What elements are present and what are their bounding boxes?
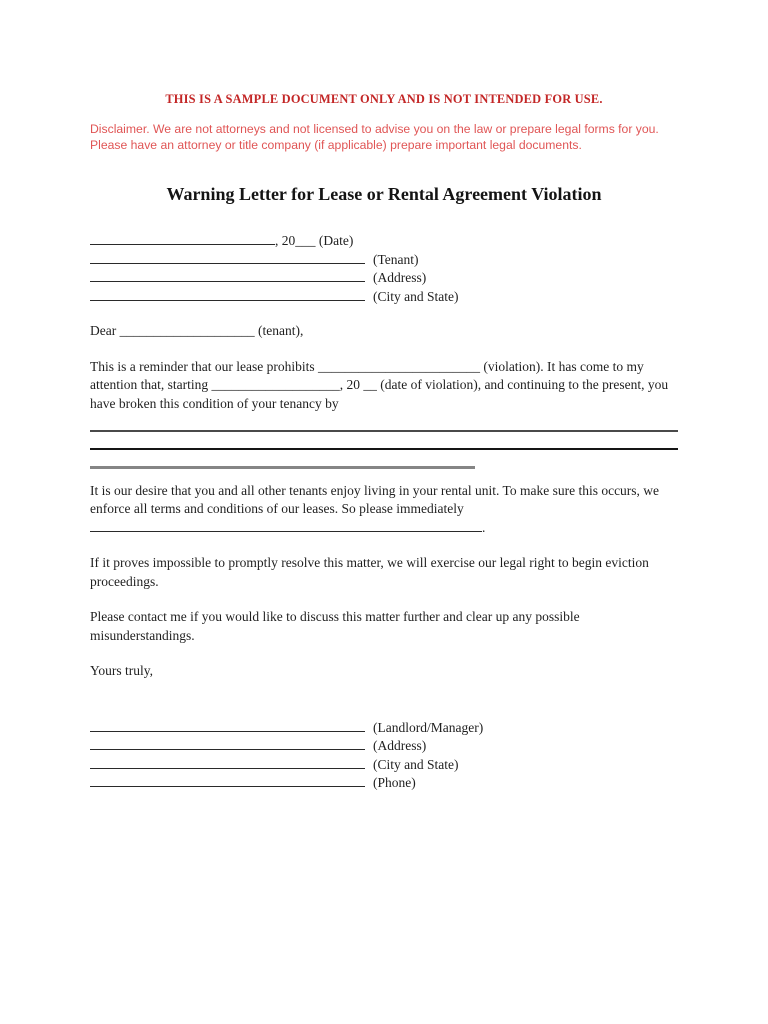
landlord-address-field-row [90,737,678,756]
paragraph-enforcement: It is our desire that you and all other tenants enjoy living in your rental unit. To make sure this occurs, we enforce all terms and conditions of our leases. So please immediately [90,482,660,516]
landlord-address-blank-line [90,737,365,750]
closing-line: Yours truly, [90,663,154,678]
landlord-city-state-blank-line [90,756,365,769]
date-field-row [90,232,678,251]
disclaimer-line-1: Disclaimer. We are not attorneys and not licensed to advise you on the law or prepare legal forms for you. [90,122,659,136]
signature-fields-block [90,719,678,793]
document-title: Warning Letter for Lease or Rental Agreement Violation [166,184,602,204]
paragraph-eviction-warning: If it proves impossible to promptly resolve this matter, we will exercise our legal right to begin eviction proceedings. [90,555,649,589]
city-state-field-row [90,288,678,307]
fill-in-line-3 [90,450,475,469]
fill-line-period: . [482,519,486,535]
action-blank-line [90,519,482,532]
landlord-city-state-field-row [90,756,678,775]
tenant-field-row [90,251,678,270]
disclaimer-line-2: Please have an attorney or title company (if applicable) prepare important legal documents. [90,138,582,152]
address-field-row [90,269,678,288]
paragraph-violation-notice: This is a reminder that our lease prohibits ________________________ (violation). It has come to my attention that, starting ___________________, 20 __ (date of violation), and continuing to the present, you have broken this condition of your tenancy by [90,358,669,411]
tenant-blank-line [90,251,365,264]
date-blank-line [90,232,275,245]
salutation-line: Dear ____________________ (tenant), [90,323,304,338]
fill-in-line-with-period [90,519,678,538]
address-field-label: (Address) [373,270,427,285]
fill-in-line-2 [90,432,678,451]
paragraph-contact-request: Please contact me if you would like to discuss this matter further and clear up any possible misunderstandings. [90,609,580,643]
disclaimer-text [90,121,678,153]
phone-field-row [90,774,678,793]
date-field-label: , 20___ (Date) [275,233,354,248]
landlord-field-row [90,719,678,738]
city-state-blank-line [90,288,365,301]
landlord-blank-line [90,719,365,732]
fill-in-line-1 [90,413,678,432]
address-blank-line [90,269,365,282]
tenant-field-label: (Tenant) [373,251,419,267]
recipient-fields-block [90,232,678,306]
landlord-field-label: (Landlord/Manager) [373,719,484,735]
landlord-city-state-field-label: (City and State) [373,756,459,772]
sample-notice-heading: THIS IS A SAMPLE DOCUMENT ONLY AND IS NOT INTENDED FOR USE. [165,92,603,106]
city-state-field-label: (City and State) [373,288,459,304]
phone-blank-line [90,774,365,787]
phone-field-label: (Phone) [373,775,416,790]
landlord-address-field-label: (Address) [373,738,427,753]
